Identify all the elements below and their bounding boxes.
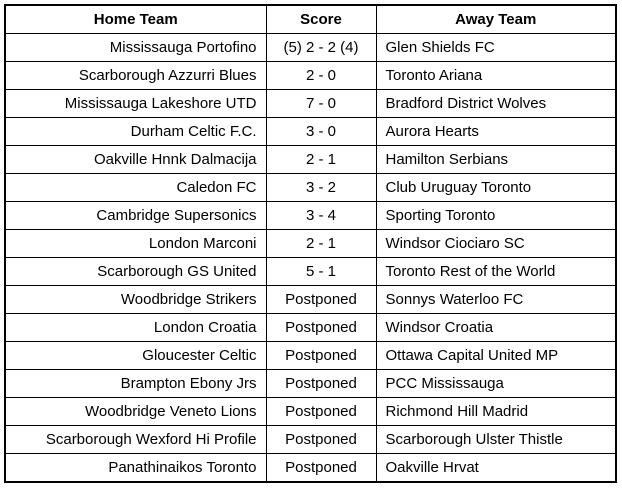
header-row — [5, 5, 616, 34]
score-header: Score — [266, 5, 376, 34]
home-team-cell: Gloucester Celtic — [5, 342, 266, 370]
table-row — [5, 34, 616, 62]
score-cell: Postponed — [266, 314, 376, 342]
home-team-cell: Cambridge Supersonics — [5, 202, 266, 230]
away-team-cell: Sonnys Waterloo FC — [376, 286, 616, 314]
table-row — [5, 286, 616, 314]
away-team-cell: Aurora Hearts — [376, 118, 616, 146]
score-cell: Postponed — [266, 426, 376, 454]
home-team-cell: Scarborough GS United — [5, 258, 266, 286]
away-team-cell: Glen Shields FC — [376, 34, 616, 62]
score-cell: Postponed — [266, 370, 376, 398]
table-row — [5, 426, 616, 454]
score-cell: Postponed — [266, 398, 376, 426]
table-row — [5, 258, 616, 286]
away-team-cell: Sporting Toronto — [376, 202, 616, 230]
away-team-cell: Toronto Ariana — [376, 62, 616, 90]
home-team-cell: Scarborough Wexford Hi Profile — [5, 426, 266, 454]
home-team-cell: London Marconi — [5, 230, 266, 258]
home-team-cell: Mississauga Portofino — [5, 34, 266, 62]
home-team-cell: Woodbridge Strikers — [5, 286, 266, 314]
table-row — [5, 146, 616, 174]
results-table — [4, 4, 617, 483]
table-row — [5, 454, 616, 483]
home-team-cell: Oakville Hnnk Dalmacija — [5, 146, 266, 174]
away-team-cell: Hamilton Serbians — [376, 146, 616, 174]
away-team-cell: Bradford District Wolves — [376, 90, 616, 118]
score-cell: 3 - 0 — [266, 118, 376, 146]
table-row — [5, 90, 616, 118]
home-team-cell: Scarborough Azzurri Blues — [5, 62, 266, 90]
home-team-cell: Woodbridge Veneto Lions — [5, 398, 266, 426]
home-team-cell: Mississauga Lakeshore UTD — [5, 90, 266, 118]
score-cell: 5 - 1 — [266, 258, 376, 286]
home-team-cell: Caledon FC — [5, 174, 266, 202]
home-team-cell: Brampton Ebony Jrs — [5, 370, 266, 398]
score-cell: 2 - 1 — [266, 146, 376, 174]
table-row — [5, 174, 616, 202]
away-team-cell: Windsor Ciociaro SC — [376, 230, 616, 258]
score-cell: 3 - 4 — [266, 202, 376, 230]
score-cell: (5) 2 - 2 (4) — [266, 34, 376, 62]
score-cell: Postponed — [266, 286, 376, 314]
table-row — [5, 398, 616, 426]
home-team-cell: London Croatia — [5, 314, 266, 342]
away-team-cell: Club Uruguay Toronto — [376, 174, 616, 202]
table-row — [5, 314, 616, 342]
score-cell: 3 - 2 — [266, 174, 376, 202]
score-cell: Postponed — [266, 454, 376, 483]
results-table-body — [5, 34, 616, 483]
away-team-cell: Richmond Hill Madrid — [376, 398, 616, 426]
home-team-cell: Panathinaikos Toronto — [5, 454, 266, 483]
away-team-cell: PCC Mississauga — [376, 370, 616, 398]
away-team-header: Away Team — [376, 5, 616, 34]
home-team-cell: Durham Celtic F.C. — [5, 118, 266, 146]
score-cell: 7 - 0 — [266, 90, 376, 118]
results-table-header — [5, 5, 616, 34]
table-row — [5, 342, 616, 370]
away-team-cell: Ottawa Capital United MP — [376, 342, 616, 370]
score-cell: 2 - 0 — [266, 62, 376, 90]
home-team-header: Home Team — [5, 5, 266, 34]
table-row — [5, 202, 616, 230]
table-row — [5, 230, 616, 258]
away-team-cell: Windsor Croatia — [376, 314, 616, 342]
table-row — [5, 62, 616, 90]
table-row — [5, 118, 616, 146]
score-cell: Postponed — [266, 342, 376, 370]
away-team-cell: Toronto Rest of the World — [376, 258, 616, 286]
away-team-cell: Scarborough Ulster Thistle — [376, 426, 616, 454]
table-row — [5, 370, 616, 398]
away-team-cell: Oakville Hrvat — [376, 454, 616, 483]
score-cell: 2 - 1 — [266, 230, 376, 258]
